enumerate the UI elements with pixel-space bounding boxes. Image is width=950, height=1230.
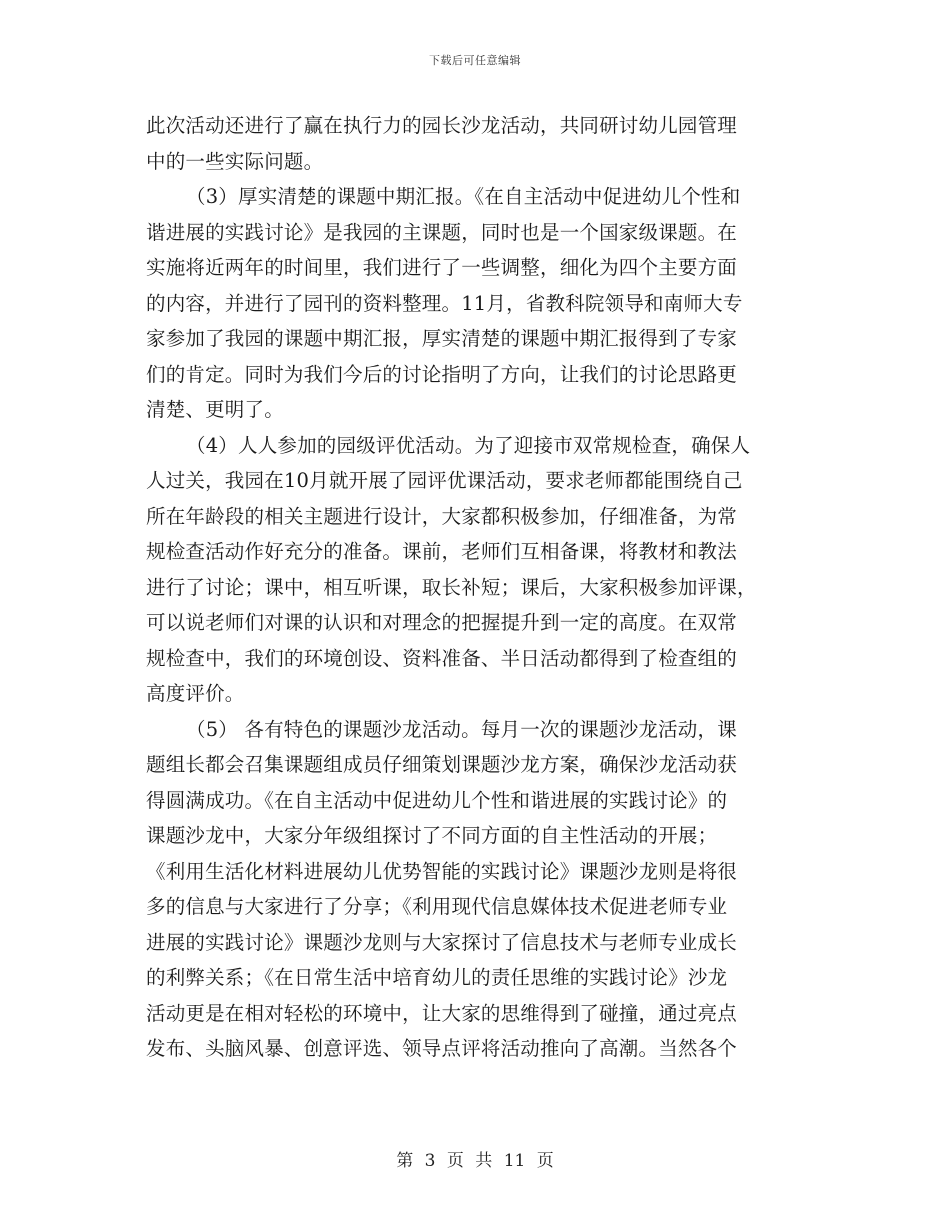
text-line: 多的信息与大家进行了分享；《利用现代信息媒体技术促进老师专业	[146, 895, 728, 918]
text-line: 人过关，我园在10月就开展了园评优课活动，要求老师都能围绕自己	[146, 469, 743, 492]
text-line: 清楚、更明了。	[146, 398, 284, 421]
document-body	[146, 108, 806, 1067]
text-line: 的利弊关系；《在日常生活中培育幼儿的责任思维的实践讨论》沙龙	[146, 966, 728, 989]
text-line: 可以说老师们对课的认识和对理念的把握提升到一定的高度。在双常	[146, 611, 738, 634]
text-line: 进行了讨论；课中，相互听课，取长补短；课后，大家积极参加评课，	[146, 575, 757, 599]
text-line: （3）厚实清楚的课题中期汇报。《在自主活动中促进幼儿个性和	[186, 185, 741, 208]
text-line: 实施将近两年的时间里，我们进行了一些调整，细化为四个主要方面	[146, 256, 738, 279]
text-line: 高度评价。	[146, 682, 245, 705]
text-line: 家参加了我园的课题中期汇报，厚实清楚的课题中期汇报得到了专家	[146, 327, 738, 350]
text-line: 的内容，并进行了园刊的资料整理。11月，省教科院领导和南师大专	[146, 291, 743, 315]
text-line: 《利用生活化材料进展幼儿优势智能的实践讨论》课题沙龙则是将很	[146, 859, 738, 883]
text-line: 此次活动还进行了赢在执行力的园长沙龙活动，共同研讨幼儿园管理	[146, 114, 738, 137]
text-line: 所在年龄段的相关主题进行设计，大家都积极参加，仔细准备，为常	[146, 504, 738, 528]
text-line: 规检查中，我们的环境创设、资料准备、半日活动都得到了检查组的	[146, 646, 738, 670]
text-line: 谐进展的实践讨论》是我园的主课题，同时也是一个国家级课题。在	[146, 220, 738, 244]
text-line: 课题沙龙中，大家分年级组探讨了不同方面的自主性活动的开展；	[146, 824, 718, 847]
page-number-footer: 第 3 页 共 11 页	[396, 1151, 554, 1171]
text-line: 中的一些实际问题。	[146, 149, 324, 173]
text-line: （5） 各有特色的课题沙龙活动。每月一次的课题沙龙活动，课	[186, 717, 737, 741]
text-line: 发布、头脑风暴、创意评选、领导点评将活动推向了高潮。当然各个	[146, 1037, 738, 1060]
text-line: 题组长都会召集课题组成员仔细策划课题沙龙方案，确保沙龙活动获	[146, 753, 738, 776]
text-line: 们的肯定。同时为我们今后的讨论指明了方向，让我们的讨论思路更	[146, 362, 738, 386]
text-line: 活动更是在相对轻松的环境中，让大家的思维得到了碰撞，通过亮点	[146, 1001, 738, 1025]
text-line: 得圆满成功。《在自主活动中促进幼儿个性和谐进展的实践讨论》的	[146, 788, 728, 812]
text-line: 进展的实践讨论》课题沙龙则与大家探讨了信息技术与老师专业成长	[146, 930, 738, 954]
page-header: 下载后可任意编辑	[429, 54, 521, 67]
text-line: 规检查活动作好充分的准备。课前，老师们互相备课，将教材和教法	[146, 540, 738, 563]
text-line: （4）人人参加的园级评优活动。为了迎接市双常规检查，确保人	[186, 433, 751, 457]
